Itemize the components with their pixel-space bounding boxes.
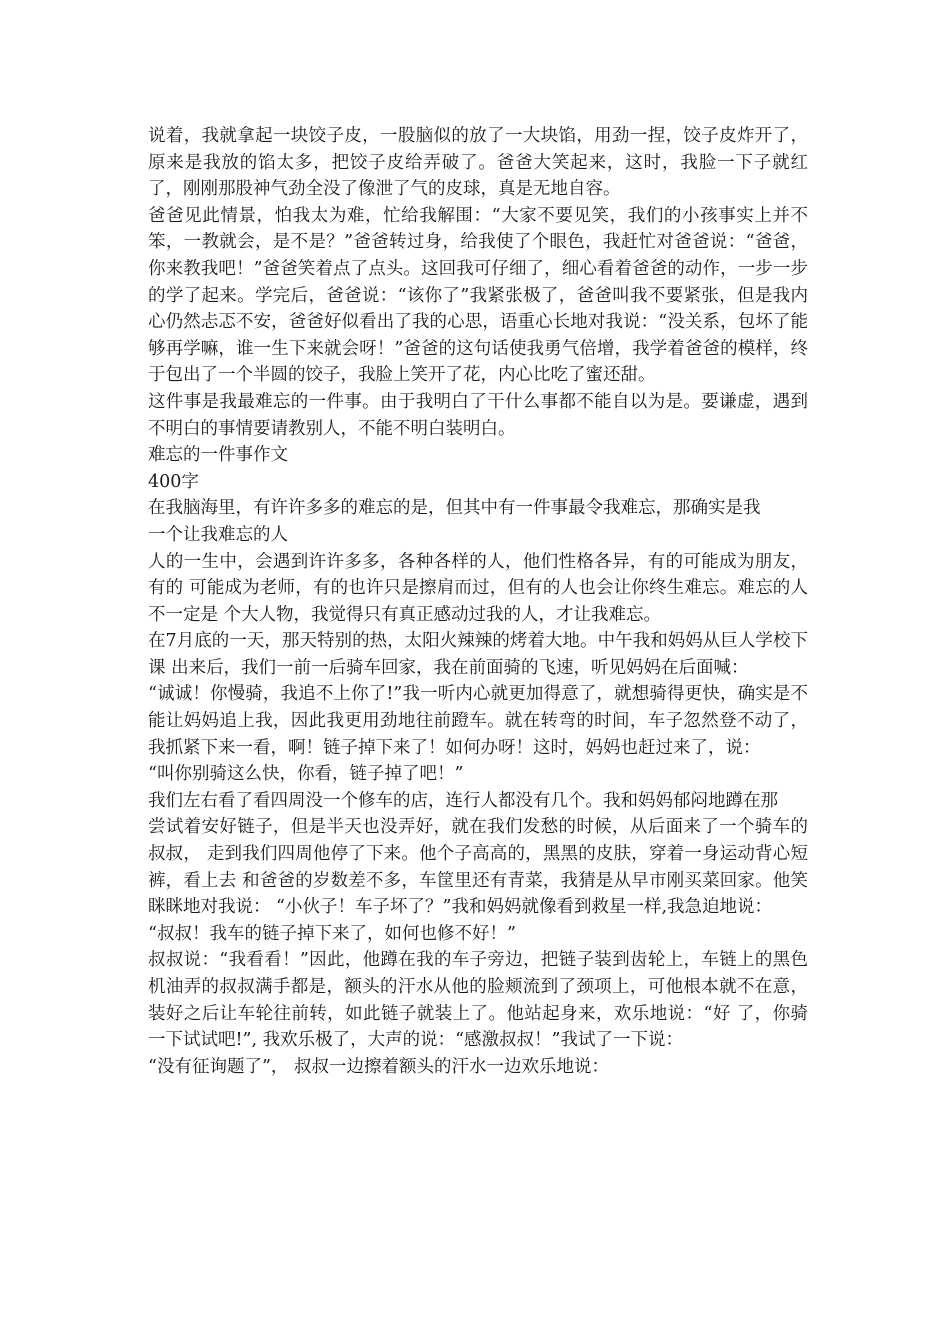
- paragraph-uncle-fixes: 叔叔说：“我看看！”因此，他蹲在我的车子旁边，把链子装到齿轮上，车链上的黑色机油弄的叔叔满手都是，额头的汗水从他的脸颊流到了颈项上，可他根本就不在意，装好之后让车轮往前转，如此链子就装上了。他站起身来，欢乐地说：“好 了，你骑一下试试吧!”, 我欢乐极了，大声的说：“感激叔叔！”我试了一下说：: [148, 950, 808, 1051]
- paragraph-no-problem: “没有征询题了”， 叔叔一边擦着额头的汗水一边欢乐地说：: [148, 1056, 609, 1077]
- paragraph-ask-uncle: “叔叔！我车的链子掉下来了，如何也修不好！”: [148, 923, 516, 944]
- paragraph-mom-says: “叫你别骑这么快，你看，链子掉了吧！”: [148, 764, 464, 785]
- essay-word-count: 400字: [148, 471, 199, 492]
- paragraph-no-shop: 我们左右看了看四周没一个修车的店，连行人都没有几个。我和妈妈郁闷地蹲在那: [148, 790, 778, 811]
- paragraph-dumpling-broke: 说着，我就拿起一块饺子皮，一股脑似的放了一大块馅，用劲一捏，饺子皮炸开了，原来是我放的馅太多，把饺子皮给弄破了。爸爸大笑起来，这时，我脸一下子就红了，刚刚那股神气劲全没了像泄了气的皮球，真是无地自容。: [148, 126, 808, 200]
- essay-subtitle: 一个让我难忘的人: [148, 524, 288, 545]
- paragraph-lesson: 这件事是我最难忘的一件事。由于我明白了干什么事都不能自以为是。要谦虚，遇到不明白的事情要请教别人，不能不明白装明白。: [148, 391, 808, 439]
- paragraph-dad-teaches: 爸爸见此情景，怕我太为难，忙给我解围：“大家不要见笑，我们的小孩事实上并不笨，一教就会，是不是？”爸爸转过身，给我使了个眼色，我赶忙对爸爸说：“爸爸，你来教我吧！”爸爸笑着点了点头。这回我可仔细了，细心看着爸爸的动作，一步一步的学了起来。学完后，爸爸说：“该你了”我紧张极了，爸爸叫我不要紧张，但是我内心仍然忐忑不安，爸爸好似看出了我的心思，语重心长地对我说：“没关系，包坏了能够再学嘛，谁一生下来就会呀！”爸爸的这句话使我勇气倍增，我学着爸爸的模样，终于包出了一个半圆的饺子，我脸上笑开了花，内心比吃了蜜还甜。: [148, 205, 808, 386]
- paragraph-people-intro: 人的一生中，会遇到许许多多，各种各样的人，他们性格各异，有的可能成为朋友，有的 可能成为老师，有的也许只是擦肩而过，但有的人也会让你终生难忘。难忘的人不一定是 个大人物，我觉得只有真正感动过我的人，才让我难忘。: [148, 551, 808, 625]
- document-body: [148, 123, 808, 1080]
- essay-title: 难忘的一件事作文: [148, 445, 288, 466]
- paragraph-july-day: 在7月底的一天，那天特别的热，太阳火辣辣的烤着大地。中午我和妈妈从巨人学校下课 出来后，我们一前一后骑车回家，我在前面骑的飞速，听见妈妈在后面喊：: [148, 631, 808, 678]
- paragraph-memory-intro: 在我脑海里，有许许多多的难忘的是，但其中有一件事最令我难忘，那确实是我: [148, 498, 761, 519]
- paragraph-uncle-arrives: 尝试着安好链子，但是半天也没弄好，就在我们发愁的时候，从后面来了一个骑车的叔叔， 走到我们四周他停了下来。他个子高高的，黑黑的皮肤，穿着一身运动背心短裤，看上去 和爸爸的岁数差不多，车筐里还有青菜，我猜是从早市刚买菜回家。他笑眯眯地对我说： “小伙子！车子坏了？”我和妈妈就像看到救星一样,我急迫地说：: [148, 817, 808, 918]
- paragraph-chain-fell: “诚诚！你慢骑，我追不上你了!”我一听内心就更加得意了，就想骑得更快，确实是不能让妈妈追上我，因此我更用劲地往前蹬车。就在转弯的时间，车子忽然登不动了，我抓紧下来一看，啊！链子掉下来了！如何办呀！这时，妈妈也赶过来了，说：: [148, 684, 808, 758]
